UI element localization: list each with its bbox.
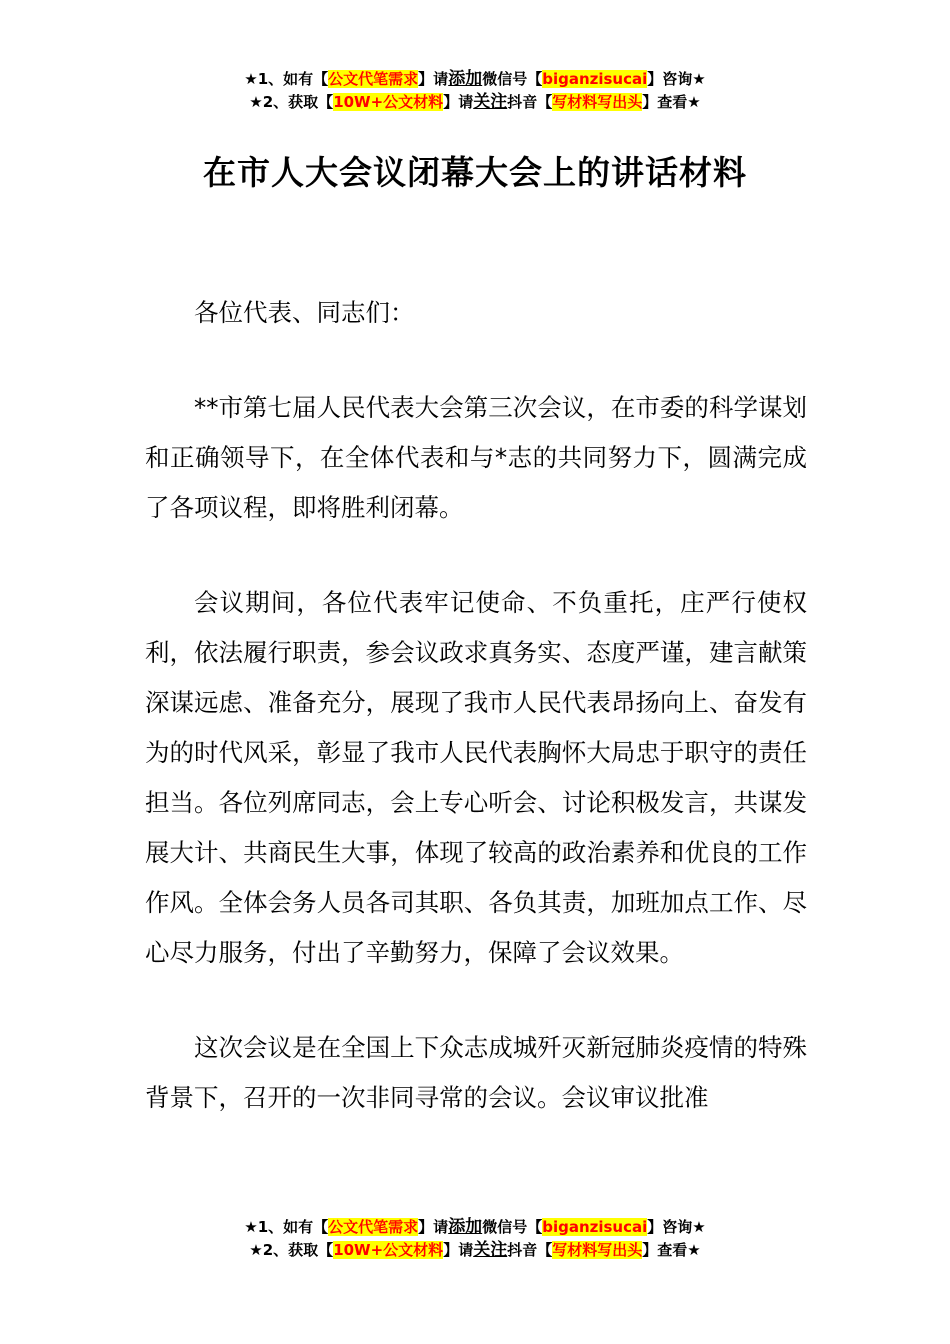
body-paragraph: 这次会议是在全国上下众志成城歼灭新冠肺炎疫情的特殊背景下，召开的一次非同寻常的会议。会议审议批准 [145, 1033, 807, 1112]
body-paragraph: 会议期间，各位代表牢记使命、不负重托，庄严行使权利，依法履行职责，参会议政求真务实、态度严谨，建言献策深谋远虑、准备充分，展现了我市人民代表昂扬向上、奋发有为的时代风采，彰显了我市人民代表胸怀大局忠于职守的责任担当。各位列席同志，会上专心听会、讨论积极发言，共谋发展大计、共商民生大事，体现了较高的政治素养和优良的工作作风。全体会务人员各司其职、各负其责，加班加点工作、尽心尽力服务，付出了辛勤努力，保障了会议效果。 [145, 588, 807, 967]
highlight-wechat-id: biganzisucai [542, 1218, 648, 1236]
banner-line-1 [0, 68, 950, 91]
highlight-wechat-id: biganzisucai [542, 70, 648, 88]
greeting-paragraph: 各位代表、同志们： [194, 298, 415, 327]
banner-line-2 [0, 1239, 950, 1262]
banner-text: 抖音【 [507, 1241, 553, 1259]
banner-emphasis: 关注 [473, 92, 508, 112]
banner-emphasis: 关注 [473, 1240, 508, 1260]
banner-line-2 [0, 91, 950, 114]
banner-text: 】请 [443, 1241, 474, 1259]
banner-text: 】请 [418, 70, 449, 88]
document-body [145, 288, 807, 1168]
banner-text: 抖音【 [507, 93, 553, 111]
banner-text: 微信号【 [482, 70, 543, 88]
banner-text: ★1、如有【 [244, 1218, 329, 1236]
header-banner [0, 68, 950, 114]
banner-text: 微信号【 [482, 1218, 543, 1236]
highlight-service: 公文代笔需求 [328, 70, 419, 88]
highlight-materials: 10W+公文材料 [333, 1241, 444, 1259]
banner-text: 】查看★ [642, 93, 701, 111]
highlight-douyin: 写材料写出头 [552, 1241, 643, 1259]
highlight-douyin: 写材料写出头 [552, 93, 643, 111]
banner-text: 】请 [443, 93, 474, 111]
banner-text: ★2、获取【 [249, 93, 334, 111]
banner-text: 】咨询★ [647, 70, 706, 88]
banner-text: 】查看★ [642, 1241, 701, 1259]
banner-text: ★2、获取【 [249, 1241, 334, 1259]
document-title: 在市人大会议闭幕大会上的讲话材料 [203, 153, 747, 192]
banner-emphasis: 添加 [448, 1217, 483, 1237]
banner-emphasis: 添加 [448, 69, 483, 89]
highlight-service: 公文代笔需求 [328, 1218, 419, 1236]
footer-banner [0, 1216, 950, 1262]
banner-text: 】咨询★ [647, 1218, 706, 1236]
banner-line-1 [0, 1216, 950, 1239]
banner-text: ★1、如有【 [244, 70, 329, 88]
banner-text: 】请 [418, 1218, 449, 1236]
highlight-materials: 10W+公文材料 [333, 93, 444, 111]
body-paragraph: **市第七届人民代表大会第三次会议，在市委的科学谋划和正确领导下，在全体代表和与*志的共同努力下，圆满完成了各项议程，即将胜利闭幕。 [145, 393, 807, 522]
